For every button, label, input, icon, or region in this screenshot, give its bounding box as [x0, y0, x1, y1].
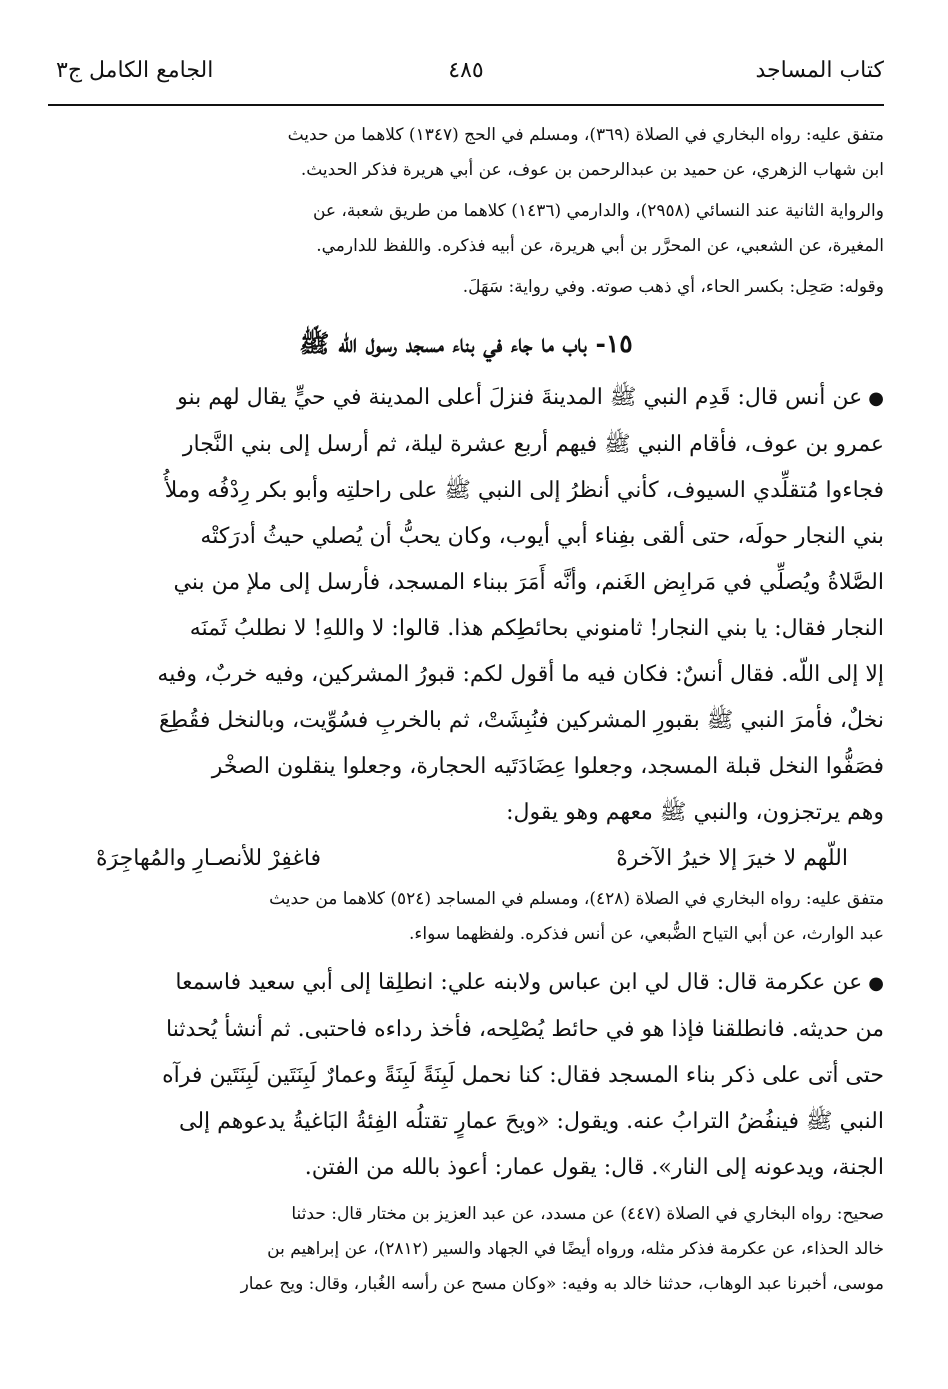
- footnote-line: وقوله: صَحِل: بكسر الحاء، أي ذهب صوته. وفي رواية: سَهَلَ.: [462, 277, 884, 297]
- hadith-line: بني النجار حولَه، حتى ألقى بفِناء أبي أيوب، وكان يحبُّ أن يُصلي حيثُ أدرَكتْه: [200, 524, 884, 549]
- footnote-line: متفق عليه: رواه البخاري في الصلاة (٣٦٩)، ومسلم في الحج (١٣٤٧) كلاهما من حديث: [287, 125, 884, 145]
- footnote-gloss: [48, 270, 884, 305]
- hadith-line: وهم يرتجزون، والنبي ﷺ معهم وهو يقول:: [506, 800, 884, 825]
- bullet-icon: ●: [868, 388, 884, 409]
- chapter-heading: ١٥- باب ما جاء في بناء مسجد رسول الله ﷺ: [299, 329, 633, 358]
- book-title: الجامع الكامل ج٣: [56, 58, 214, 83]
- header-rule: [48, 104, 884, 106]
- footnote-line: متفق عليه: رواه البخاري في الصلاة (٤٢٨)، ومسلم في المساجد (٥٢٤) كلاهما من حديث: [269, 889, 884, 909]
- hadith-line: فجاءوا مُتقلِّدي السيوف، كأني أنظرُ إلى النبي ﷺ على راحلتِه وأبو بكر رِدْفُه وملأُ: [164, 478, 884, 503]
- footnote-line: خالد الحذاء، عن عكرمة فذكر مثله، ورواه أيضًا في الجهاد والسير (٢٨١٢)، عن إبراهيم بن: [267, 1239, 884, 1259]
- hadith-ikrimah: [48, 960, 884, 1191]
- hadith-line: النجار فقال: يا بني النجار! ثامنوني بحائطِكم هذا. قالوا: لا واللهِ! لا نطلبُ ثَمنَه: [189, 616, 884, 641]
- hadith-line: الجنة، ويدعونه إلى النار». قال: يقول عمار: أعوذ بالله من الفتن.: [304, 1155, 884, 1180]
- page-header: [48, 56, 884, 100]
- hadith-line: عمرو بن عوف، فأقام النبي ﷺ فيهم أربع عشرة ليلة، ثم أرسل إلى بني النَّجار: [182, 432, 884, 457]
- verse-first-hemistich: اللّهم لا خيرَ إلا خيرُ الآخرهْ: [616, 846, 848, 871]
- page-number: ٤٨٥: [448, 58, 484, 83]
- verse-second-hemistich: فاغفِرْ للأنصـارِ والمُهاجِرَهْ: [96, 846, 322, 871]
- chapter-title: كتاب المساجد: [755, 58, 884, 83]
- hadith-line: حتى أتى على ذكر بناء المسجد فقال: كنا نحمل لَبِنَةً لَبِنَةً وعمارٌ لَبِنَتَين لَبِنَتَين فرآه: [162, 1063, 884, 1088]
- hadith-line: النبي ﷺ فينفُضُ الترابُ عنه. ويقول: «ويحَ عمارٍ تقتلُه الفِئةُ البَاغيةُ يدعوهم إلى: [179, 1109, 884, 1134]
- footnote-takhrij-5: [48, 1197, 884, 1302]
- hadith-text: عن أنس قال: قَدِم النبي ﷺ المدينةَ فنزلَ أعلى المدينة في حيٍّ يقال لهم بنو: [177, 385, 863, 410]
- footnote-line: والرواية الثانية عند النسائي (٢٩٥٨)، والدارمي (١٤٣٦) كلاهما من طريق شعبة، عن: [312, 201, 884, 221]
- hadith-line: [48, 375, 884, 422]
- hadith-line: [48, 960, 884, 1007]
- hadith-line: إلا إلى اللّه. فقال أنسٌ: فكان فيه ما أقول لكم: قبورُ المشركين، وفيه خربٌ، وفيه: [157, 662, 884, 687]
- hadith-line: الصَّلاةُ ويُصلِّي في مَرابِض الغَنم، وأنَّه أَمَرَ ببناء المسجد، فأرسل إلى ملإ من بني: [173, 570, 884, 595]
- footnote-line: موسى، أخبرنا عبد الوهاب، حدثنا خالد به وفيه: «وكان مسح عن رأسه الغُبار، وقال: ويح عمار: [240, 1274, 884, 1294]
- footnote-line: ابن شهاب الزهري، عن حميد بن عبدالرحمن بن عوف، عن أبي هريرة فذكر الحديث.: [300, 160, 884, 180]
- footnote-line: المغيرة، عن الشعبي، عن المحرَّر بن أبي هريرة، عن أبيه فذكره. واللفظ للدارمي.: [316, 236, 884, 256]
- footnote-takhrij-4: [48, 882, 884, 952]
- footnote-line: صحيح: رواه البخاري في الصلاة (٤٤٧) عن مسدد، عن عبد العزيز بن مختار قال: حدثنا: [291, 1204, 884, 1224]
- footnote-line: عبد الوارث، عن أبي التياح الضُّبعي، عن أنس فذكره. ولفظهما سواء.: [409, 924, 884, 944]
- hadith-anas: [48, 375, 884, 882]
- hadith-line: من حديثه. فانطلقنا فإذا هو في حائط يُصْلِحه، فأخذ رداءه فاحتبى. ثم أنشأ يُحدثنا: [166, 1017, 884, 1042]
- footnote-takhrij-1: [48, 118, 884, 188]
- hadith-line: فصَفُّوا النخل قبلة المسجد، وجعلوا عِضَادَتَيه الحجارة، وجعلوا ينقلون الصخْر: [211, 754, 884, 779]
- poetry-verse: [48, 836, 884, 882]
- bullet-icon: ●: [868, 973, 884, 994]
- footnote-takhrij-2: [48, 194, 884, 264]
- hadith-text: عن عكرمة قال: قال لي ابن عباس ولابنه علي: انطلِقا إلى أبي سعيد فاسمعا: [175, 970, 863, 995]
- hadith-line: نخلٌ، فأمرَ النبي ﷺ بقبورِ المشركين فنُبِشَتْ، ثم بالخربِ فسُوِّيت، وبالنخل فقُطِعَ: [158, 708, 884, 733]
